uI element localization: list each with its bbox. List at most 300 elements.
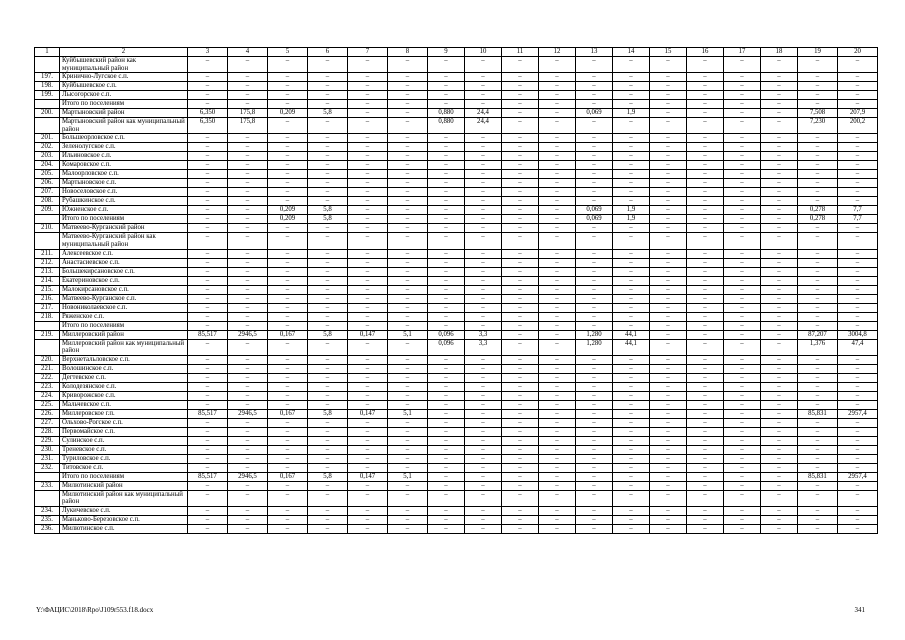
value-cell: 87,207 [798,330,838,339]
value-cell: – [188,215,228,224]
row-number: 207. [35,188,60,197]
column-number-header: 20 [838,48,878,57]
value-cell: – [308,463,348,472]
row-name: Кринично-Лугское с.п. [60,73,188,82]
value-cell: – [539,233,576,249]
row-number: 213. [35,267,60,276]
value-cell: – [798,152,838,161]
value-cell: 85,517 [188,330,228,339]
value-cell: – [388,418,428,427]
value-cell: – [576,418,613,427]
value-cell: – [188,454,228,463]
value-cell: – [613,436,650,445]
value-cell: – [348,152,388,161]
table-row [35,418,878,427]
value-cell: – [687,276,724,285]
value-cell: – [539,143,576,152]
value-cell: – [502,161,539,170]
value-cell: – [388,206,428,215]
value-cell: 0,069 [576,206,613,215]
value-cell: – [428,506,465,515]
value-cell: – [348,267,388,276]
value-cell: – [308,321,348,330]
value-cell: – [798,258,838,267]
row-number: 232. [35,463,60,472]
value-cell: – [388,382,428,391]
value-cell: – [428,481,465,490]
value-cell: – [539,463,576,472]
value-cell: – [761,233,798,249]
value-cell: – [502,339,539,355]
value-cell: 47,4 [838,339,878,355]
row-name: Комаровское с.п. [60,161,188,170]
value-cell: – [268,382,308,391]
value-cell: – [650,454,687,463]
value-cell: – [308,276,348,285]
value-cell: – [388,100,428,109]
value-cell: – [687,506,724,515]
value-cell: – [308,294,348,303]
value-cell: – [798,400,838,409]
value-cell: – [687,481,724,490]
value-cell: – [228,418,268,427]
value-cell: – [268,267,308,276]
value-cell: – [348,382,388,391]
value-cell: – [228,382,268,391]
value-cell: – [761,118,798,134]
table-row [35,463,878,472]
value-cell: 5,8 [308,206,348,215]
value-cell: – [798,197,838,206]
value-cell: – [724,57,761,73]
value-cell: – [539,409,576,418]
value-cell: – [188,285,228,294]
value-cell: – [838,143,878,152]
value-cell: – [576,382,613,391]
value-cell: – [228,436,268,445]
value-cell: – [687,188,724,197]
value-cell: – [613,82,650,91]
value-cell: 1,9 [613,206,650,215]
value-cell: – [724,463,761,472]
value-cell: – [188,373,228,382]
row-number: 216. [35,294,60,303]
value-cell: – [228,276,268,285]
value-cell: – [650,339,687,355]
value-cell: – [348,170,388,179]
table-row [35,339,878,355]
page-number: 341 [854,606,865,614]
value-cell: – [502,463,539,472]
value-cell: – [502,249,539,258]
value-cell: 0,209 [268,109,308,118]
value-cell: – [465,382,502,391]
value-cell: – [228,427,268,436]
table-row [35,258,878,267]
value-cell: – [761,249,798,258]
row-name: Мальчевское с.п. [60,400,188,409]
value-cell: – [539,267,576,276]
value-cell: – [838,152,878,161]
value-cell: – [650,179,687,188]
value-cell: – [268,445,308,454]
value-cell: – [687,91,724,100]
value-cell: – [838,445,878,454]
value-cell: – [428,206,465,215]
value-cell: – [388,152,428,161]
value-cell: – [650,506,687,515]
value-cell: – [502,134,539,143]
value-cell: 0,278 [798,206,838,215]
value-cell: – [502,258,539,267]
table-row [35,170,878,179]
value-cell: – [308,490,348,506]
value-cell: – [228,506,268,515]
value-cell: – [539,515,576,524]
table-row [35,472,878,481]
value-cell: – [576,294,613,303]
value-cell: – [308,355,348,364]
value-cell: – [576,454,613,463]
value-cell: – [724,91,761,100]
value-cell: – [228,249,268,258]
value-cell: – [724,143,761,152]
value-cell: – [838,524,878,533]
value-cell: – [687,206,724,215]
value-cell: 44,1 [613,339,650,355]
value-cell: – [268,481,308,490]
value-cell: – [576,285,613,294]
value-cell: – [761,481,798,490]
value-cell: – [502,445,539,454]
row-number [35,490,60,506]
value-cell: – [761,197,798,206]
row-name: Верхнетальловское с.п. [60,355,188,364]
value-cell: – [613,454,650,463]
value-cell: – [308,312,348,321]
value-cell: – [502,206,539,215]
value-cell: – [539,285,576,294]
table-row [35,364,878,373]
row-name: Мартыновское с.п. [60,179,188,188]
value-cell: – [613,276,650,285]
row-name: Зеленолугское с.п. [60,143,188,152]
table-row [35,391,878,400]
value-cell: – [798,515,838,524]
value-cell: – [188,276,228,285]
value-cell: – [687,267,724,276]
value-cell: – [761,73,798,82]
value-cell: – [687,57,724,73]
value-cell: 24,4 [465,109,502,118]
value-cell: – [687,418,724,427]
value-cell: – [650,170,687,179]
value-cell: – [188,303,228,312]
value-cell: – [348,57,388,73]
value-cell: 0,167 [268,409,308,418]
value-cell: – [761,285,798,294]
value-cell: – [228,100,268,109]
row-number: 217. [35,303,60,312]
value-cell: – [465,161,502,170]
value-cell: – [268,276,308,285]
value-cell: – [388,170,428,179]
value-cell: – [576,463,613,472]
value-cell: – [388,400,428,409]
value-cell: – [308,233,348,249]
value-cell: – [188,321,228,330]
value-cell: – [798,179,838,188]
value-cell: – [465,524,502,533]
value-cell: – [761,409,798,418]
value-cell: 2957,4 [838,409,878,418]
value-cell: – [188,506,228,515]
value-cell: – [502,330,539,339]
table-row [35,285,878,294]
table-row [35,161,878,170]
value-cell: – [388,524,428,533]
value-cell: – [388,373,428,382]
row-number: 219. [35,330,60,339]
value-cell: – [798,382,838,391]
table-row [35,400,878,409]
value-cell: – [388,224,428,233]
value-cell: – [798,436,838,445]
value-cell: – [650,382,687,391]
row-name: Дегтевское с.п. [60,373,188,382]
value-cell: – [188,524,228,533]
value-cell: – [798,418,838,427]
value-cell: – [308,303,348,312]
value-cell: 1,9 [613,215,650,224]
value-cell: – [687,436,724,445]
value-cell: – [724,276,761,285]
value-cell: – [268,400,308,409]
value-cell: – [798,463,838,472]
value-cell: – [539,506,576,515]
value-cell: – [650,330,687,339]
value-cell: – [838,490,878,506]
value-cell: – [687,524,724,533]
value-cell: 1,280 [576,330,613,339]
value-cell: – [724,82,761,91]
value-cell: – [268,134,308,143]
value-cell: – [724,197,761,206]
column-number-header: 7 [348,48,388,57]
value-cell: – [761,445,798,454]
value-cell: – [539,197,576,206]
value-cell: – [761,382,798,391]
value-cell: – [613,285,650,294]
value-cell: – [428,267,465,276]
value-cell: – [388,118,428,134]
value-cell: – [613,490,650,506]
value-cell: – [428,409,465,418]
value-cell: – [188,436,228,445]
value-cell: – [798,170,838,179]
value-cell: – [613,161,650,170]
value-cell: – [308,373,348,382]
value-cell: – [576,73,613,82]
value-cell: – [348,515,388,524]
value-cell: – [268,100,308,109]
value-cell: – [465,285,502,294]
data-table [34,47,878,534]
value-cell: 0,147 [348,472,388,481]
value-cell: – [502,188,539,197]
value-cell: – [428,57,465,73]
value-cell: – [838,57,878,73]
value-cell: – [687,170,724,179]
value-cell: – [613,373,650,382]
value-cell: – [650,391,687,400]
row-name: Милютинское с.п. [60,524,188,533]
value-cell: – [268,373,308,382]
value-cell: – [724,134,761,143]
value-cell: – [388,445,428,454]
value-cell: – [308,152,348,161]
value-cell: – [798,224,838,233]
value-cell: – [838,294,878,303]
value-cell: – [576,170,613,179]
value-cell: – [724,233,761,249]
value-cell: – [465,490,502,506]
row-name: Милютинский район как муниципальный район [60,490,188,506]
value-cell: – [838,134,878,143]
value-cell: – [465,267,502,276]
value-cell: – [613,515,650,524]
value-cell: – [502,276,539,285]
value-cell: – [761,294,798,303]
value-cell: – [687,515,724,524]
value-cell: – [465,152,502,161]
value-cell: – [308,454,348,463]
value-cell: – [576,524,613,533]
row-name: Новониколаевское с.п. [60,303,188,312]
value-cell: – [308,436,348,445]
value-cell: – [761,170,798,179]
row-number: 208. [35,197,60,206]
value-cell: – [687,454,724,463]
value-cell: – [761,454,798,463]
value-cell: – [228,321,268,330]
value-cell: – [724,454,761,463]
value-cell: – [838,355,878,364]
table-row [35,515,878,524]
value-cell: – [838,312,878,321]
value-cell: – [613,445,650,454]
value-cell: – [465,321,502,330]
value-cell: – [724,339,761,355]
value-cell: – [650,197,687,206]
value-cell: – [188,188,228,197]
value-cell: – [761,364,798,373]
table-row [35,134,878,143]
value-cell: – [539,330,576,339]
value-cell: – [761,143,798,152]
value-cell: – [465,463,502,472]
value-cell: 2946,5 [228,472,268,481]
value-cell: – [838,391,878,400]
value-cell: – [724,179,761,188]
row-number: 211. [35,249,60,258]
value-cell: – [761,515,798,524]
column-number-header: 16 [687,48,724,57]
value-cell: – [539,472,576,481]
value-cell: – [687,312,724,321]
row-name: Рубашкинское с.п. [60,197,188,206]
value-cell: – [268,303,308,312]
value-cell: – [650,321,687,330]
value-cell: – [428,170,465,179]
row-number: 231. [35,454,60,463]
column-number-header: 13 [576,48,613,57]
value-cell: – [761,321,798,330]
value-cell: – [724,267,761,276]
value-cell: – [650,57,687,73]
row-name: Малоорловское с.п. [60,170,188,179]
value-cell: – [613,258,650,267]
value-cell: – [388,427,428,436]
value-cell: – [613,321,650,330]
table-row [35,143,878,152]
value-cell: – [761,355,798,364]
row-name: Маньково-Березовское с.п. [60,515,188,524]
value-cell: – [188,143,228,152]
value-cell: – [613,506,650,515]
value-cell: – [228,215,268,224]
value-cell: – [228,161,268,170]
value-cell: – [268,161,308,170]
value-cell: – [188,481,228,490]
table-row [35,206,878,215]
value-cell: – [428,215,465,224]
value-cell: – [798,249,838,258]
value-cell: – [576,82,613,91]
value-cell: – [228,445,268,454]
value-cell: – [761,312,798,321]
value-cell: 0,096 [428,330,465,339]
value-cell: – [650,409,687,418]
value-cell: – [838,400,878,409]
value-cell: – [798,391,838,400]
table-row [35,224,878,233]
value-cell: 0,209 [268,215,308,224]
value-cell: 0,880 [428,118,465,134]
value-cell: – [798,57,838,73]
row-number: 204. [35,161,60,170]
row-number: 223. [35,382,60,391]
value-cell: – [687,161,724,170]
value-cell: – [761,91,798,100]
value-cell: – [268,73,308,82]
table-row [35,373,878,382]
value-cell: – [188,82,228,91]
value-cell: – [388,294,428,303]
row-number: 220. [35,355,60,364]
value-cell: – [798,143,838,152]
value-cell: – [576,143,613,152]
value-cell: – [388,258,428,267]
value-cell: – [687,409,724,418]
value-cell: – [268,490,308,506]
value-cell: – [502,91,539,100]
value-cell: – [687,143,724,152]
value-cell: – [268,285,308,294]
value-cell: – [465,100,502,109]
value-cell: – [613,418,650,427]
value-cell: – [761,179,798,188]
